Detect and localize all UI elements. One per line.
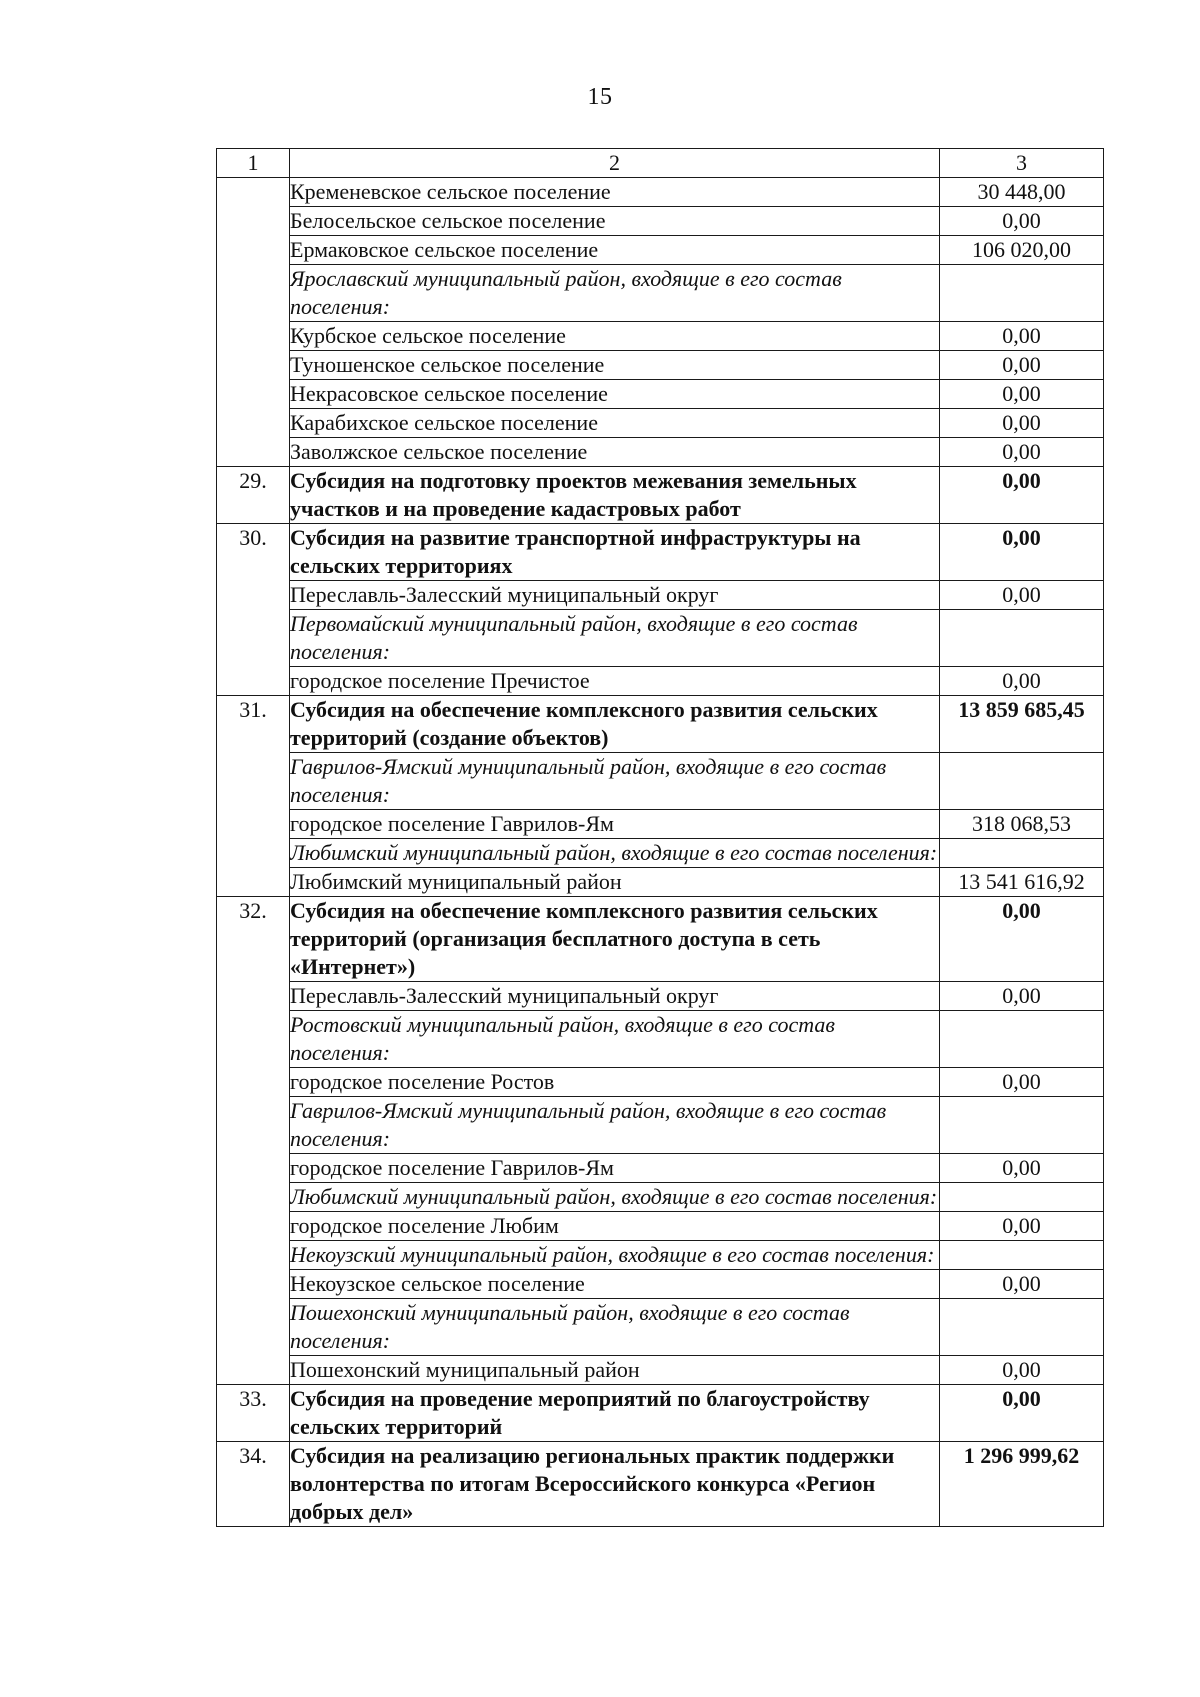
- row-number: [217, 438, 290, 467]
- row-name: Любимский муниципальный район: [290, 868, 940, 897]
- settlement-row: [217, 380, 1104, 409]
- row-number: 31.: [217, 696, 290, 753]
- row-value: [940, 610, 1104, 667]
- row-value: [940, 753, 1104, 810]
- row-name: Кременевское сельское поселение: [290, 178, 940, 207]
- settlement-row: [217, 409, 1104, 438]
- row-name: Переславль-Залесский муниципальный округ: [290, 581, 940, 610]
- row-value: 13 541 616,92: [940, 868, 1104, 897]
- row-name: Субсидия на обеспечение комплексного развития сельских территорий (организация бесплатного доступа в сеть «Интернет»): [290, 897, 940, 982]
- settlement-row: [217, 236, 1104, 265]
- row-value: 0,00: [940, 897, 1104, 982]
- row-number: [217, 265, 290, 322]
- subsidy-row: [217, 467, 1104, 524]
- row-number: [217, 1068, 290, 1097]
- row-name: Заволжское сельское поселение: [290, 438, 940, 467]
- district-row: [217, 1241, 1104, 1270]
- row-name: Переславль-Залесский муниципальный округ: [290, 982, 940, 1011]
- row-name: Белосельское сельское поселение: [290, 207, 940, 236]
- district-row: [217, 1299, 1104, 1356]
- row-value: 0,00: [940, 667, 1104, 696]
- row-name: Некоузский муниципальный район, входящие в его состав поселения:: [290, 1241, 940, 1270]
- row-value: 0,00: [940, 380, 1104, 409]
- row-number: [217, 380, 290, 409]
- row-number: 33.: [217, 1385, 290, 1442]
- row-number: [217, 982, 290, 1011]
- row-value: 0,00: [940, 409, 1104, 438]
- row-number: 29.: [217, 467, 290, 524]
- row-name: Субсидия на обеспечение комплексного развития сельских территорий (создание объектов): [290, 696, 940, 753]
- subsidy-row: [217, 1385, 1104, 1442]
- row-number: [217, 1299, 290, 1356]
- row-name: городское поселение Любим: [290, 1212, 940, 1241]
- row-value: 0,00: [940, 1270, 1104, 1299]
- district-row: [217, 610, 1104, 667]
- row-name: Любимский муниципальный район, входящие в его состав поселения:: [290, 839, 940, 868]
- settlement-row: [217, 351, 1104, 380]
- row-number: [217, 667, 290, 696]
- row-number: 34.: [217, 1442, 290, 1527]
- district-row: [217, 265, 1104, 322]
- settlement-row: [217, 581, 1104, 610]
- row-name: Ростовский муниципальный район, входящие в его состав поселения:: [290, 1011, 940, 1068]
- row-value: [940, 1097, 1104, 1154]
- row-name: Пошехонский муниципальный район, входящие в его состав поселения:: [290, 1299, 940, 1356]
- row-value: 0,00: [940, 1068, 1104, 1097]
- row-value: 0,00: [940, 1212, 1104, 1241]
- row-number: [217, 810, 290, 839]
- row-number: 30.: [217, 524, 290, 581]
- row-number: [217, 322, 290, 351]
- table-body: [217, 149, 1104, 1527]
- subsidy-table: [216, 148, 1104, 1527]
- row-name: Субсидия на проведение мероприятий по благоустройству сельских территорий: [290, 1385, 940, 1442]
- settlement-row: [217, 868, 1104, 897]
- row-number: [217, 581, 290, 610]
- row-name: Субсидия на реализацию региональных практик поддержки волонтерства по итогам Всероссийского конкурса «Регион добрых дел»: [290, 1442, 940, 1527]
- subsidy-row: [217, 1442, 1104, 1527]
- district-row: [217, 1011, 1104, 1068]
- row-value: 0,00: [940, 322, 1104, 351]
- row-number: [217, 236, 290, 265]
- header-col-2: 2: [290, 149, 940, 178]
- row-value: 0,00: [940, 1356, 1104, 1385]
- row-value: 0,00: [940, 982, 1104, 1011]
- row-value: [940, 1299, 1104, 1356]
- settlement-row: [217, 1356, 1104, 1385]
- settlement-row: [217, 1154, 1104, 1183]
- row-name: Курбское сельское поселение: [290, 322, 940, 351]
- settlement-row: [217, 810, 1104, 839]
- row-value: 30 448,00: [940, 178, 1104, 207]
- row-value: 1 296 999,62: [940, 1442, 1104, 1527]
- row-value: 0,00: [940, 351, 1104, 380]
- row-name: Некрасовское сельское поселение: [290, 380, 940, 409]
- subsidy-row: [217, 524, 1104, 581]
- row-number: [217, 1270, 290, 1299]
- row-name: Субсидия на подготовку проектов межевания земельных участков и на проведение кадастровых работ: [290, 467, 940, 524]
- row-value: 0,00: [940, 1154, 1104, 1183]
- row-name: Ермаковское сельское поселение: [290, 236, 940, 265]
- row-number: [217, 207, 290, 236]
- settlement-row: [217, 1212, 1104, 1241]
- row-number: [217, 1097, 290, 1154]
- row-number: [217, 1183, 290, 1212]
- district-row: [217, 1097, 1104, 1154]
- settlement-row: [217, 982, 1104, 1011]
- row-name: Ярославский муниципальный район, входящие в его состав поселения:: [290, 265, 940, 322]
- row-name: Субсидия на развитие транспортной инфраструктуры на сельских территориях: [290, 524, 940, 581]
- row-name: Гаврилов-Ямский муниципальный район, входящие в его состав поселения:: [290, 753, 940, 810]
- settlement-row: [217, 207, 1104, 236]
- header-col-1: 1: [217, 149, 290, 178]
- row-number: [217, 409, 290, 438]
- district-row: [217, 1183, 1104, 1212]
- row-value: [940, 1241, 1104, 1270]
- row-value: 13 859 685,45: [940, 696, 1104, 753]
- row-number: [217, 868, 290, 897]
- row-value: 0,00: [940, 524, 1104, 581]
- row-number: [217, 1212, 290, 1241]
- row-name: Карабихское сельское поселение: [290, 409, 940, 438]
- row-value: 0,00: [940, 581, 1104, 610]
- row-name: Любимский муниципальный район, входящие в его состав поселения:: [290, 1183, 940, 1212]
- row-value: [940, 839, 1104, 868]
- row-value: 0,00: [940, 1385, 1104, 1442]
- row-value: [940, 265, 1104, 322]
- settlement-row: [217, 322, 1104, 351]
- row-name: городское поселение Пречистое: [290, 667, 940, 696]
- row-number: [217, 1241, 290, 1270]
- row-name: Гаврилов-Ямский муниципальный район, входящие в его состав поселения:: [290, 1097, 940, 1154]
- page-number: 15: [587, 84, 613, 110]
- settlement-row: [217, 178, 1104, 207]
- row-name: Туношенское сельское поселение: [290, 351, 940, 380]
- district-row: [217, 839, 1104, 868]
- row-value: [940, 1011, 1104, 1068]
- settlement-row: [217, 667, 1104, 696]
- settlement-row: [217, 1270, 1104, 1299]
- row-value: 0,00: [940, 467, 1104, 524]
- subsidy-row: [217, 897, 1104, 982]
- row-name: Первомайский муниципальный район, входящие в его состав поселения:: [290, 610, 940, 667]
- row-number: [217, 753, 290, 810]
- row-name: городское поселение Гаврилов-Ям: [290, 1154, 940, 1183]
- row-value: 0,00: [940, 207, 1104, 236]
- settlement-row: [217, 1068, 1104, 1097]
- settlement-row: [217, 438, 1104, 467]
- row-name: городское поселение Ростов: [290, 1068, 940, 1097]
- row-number: [217, 839, 290, 868]
- row-number: 32.: [217, 897, 290, 982]
- row-name: городское поселение Гаврилов-Ям: [290, 810, 940, 839]
- row-number: [217, 1356, 290, 1385]
- row-number: [217, 178, 290, 207]
- row-number: [217, 1011, 290, 1068]
- row-name: Пошехонский муниципальный район: [290, 1356, 940, 1385]
- row-value: 106 020,00: [940, 236, 1104, 265]
- subsidy-row: [217, 696, 1104, 753]
- district-row: [217, 753, 1104, 810]
- table-header-row: [217, 149, 1104, 178]
- row-number: [217, 610, 290, 667]
- row-name: Некоузское сельское поселение: [290, 1270, 940, 1299]
- row-value: 0,00: [940, 438, 1104, 467]
- row-number: [217, 1154, 290, 1183]
- header-col-3: 3: [940, 149, 1104, 178]
- row-value: 318 068,53: [940, 810, 1104, 839]
- row-value: [940, 1183, 1104, 1212]
- row-number: [217, 351, 290, 380]
